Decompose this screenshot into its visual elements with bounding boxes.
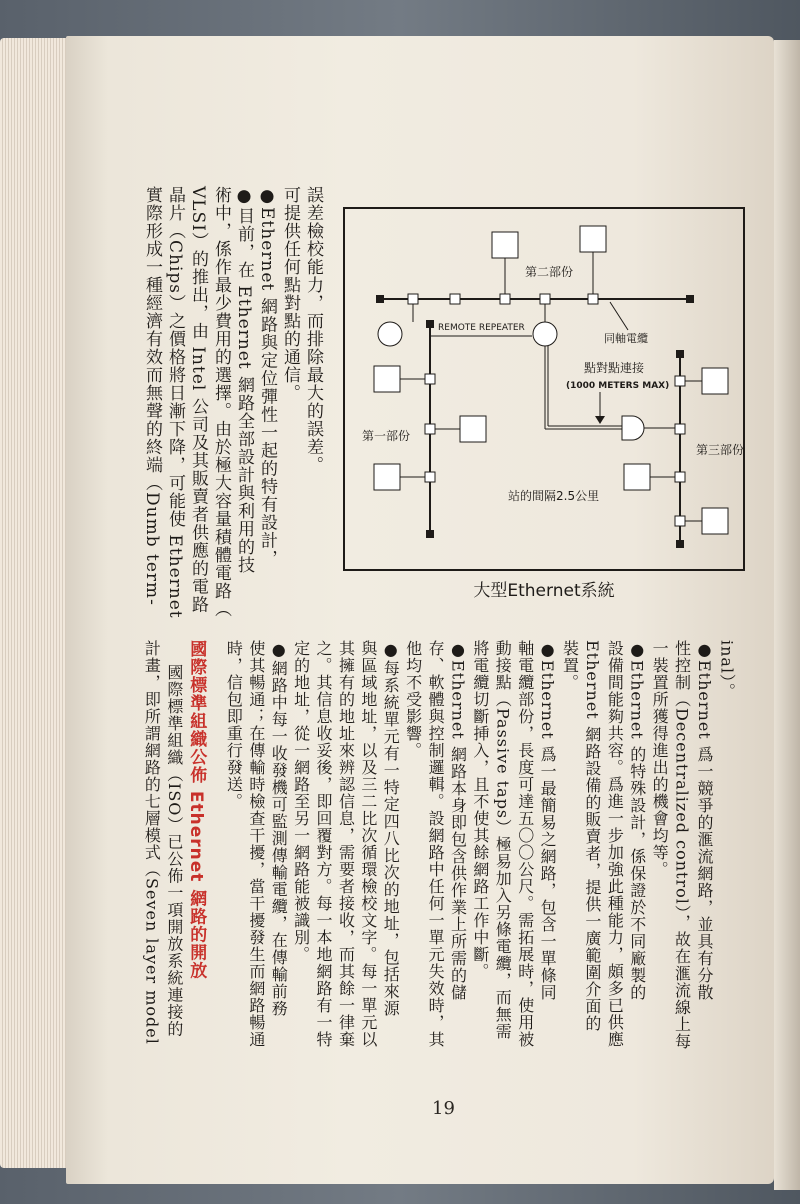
station-box [702,368,728,394]
ethernet-network-diagram [340,204,748,574]
label-coax: 同軸電纜 [604,332,648,345]
text-column: 裝置。 [560,640,580,691]
label-repeater: REMOTE REPEATER [438,323,525,333]
bus-terminator [426,530,434,538]
pointer-line [610,302,628,330]
bus-terminator [376,295,384,303]
text-column: 他均不受影響。 [403,640,423,759]
text-column: 時，信包即重行發送。 [224,640,244,810]
text-column: ●Ethernet 網路與定位彈性一起的特有設計， [257,186,277,568]
section-heading: 國際標準組織公佈 Ethernet 網路的開放 [186,640,207,980]
next-page-edge [774,40,800,1190]
bus-terminator [686,295,694,303]
text-column: 與區域地址，以及三二比次循環檢校文字。每一單元以 [358,640,378,1048]
station-box [460,416,486,442]
text-column: 實際形成一種經濟有效而無聲的終端（Dumb term- [142,186,162,606]
pointer-arrow [595,416,605,424]
text-column: Ethernet 網路設備的販賣者，提供一廣範圍介面的 [582,640,602,1032]
station-box [492,232,518,258]
label-part2: 第二部份 [525,265,574,279]
tap-box [675,424,685,434]
text-column: 術中，係作最少費用的選擇。由於極大容量積體電路（ [211,186,231,618]
text-column: ●Ethernet 的特殊設計，係保證於不同廠製的 [627,640,647,1001]
label-part1: 第一部份 [362,429,411,443]
text-column: ●網路中每一收發機可監測傳輸電纜，在傳輸前務 [269,640,289,1017]
station-box [374,464,400,490]
lower-right-text-block [222,640,737,1090]
text-column: 使其暢通；在傳輸時檢查干擾，當干擾發生而網路暢通 [246,640,266,1048]
text-column: 誤差檢校能力，而排除最大的誤差。 [303,186,323,474]
tap-box [425,424,435,434]
text-column: 一裝置所獲得進出的機會均等。 [650,640,670,878]
text-column: ●每系統單元有一特定四八比次的地址，包括來源 [381,640,401,1017]
text-column: 計畫，即所謂網路的七層模式（Seven layer model [142,640,162,1045]
station-box [702,508,728,534]
text-column: 定的地址，從一網路至另一網路能被識別。 [291,640,311,963]
tap-box [450,294,460,304]
repeater-circle [378,322,402,346]
bus-terminator [676,350,684,358]
bus-terminator [426,320,434,328]
label-part3: 第三部份 [696,443,745,457]
tap-box [500,294,510,304]
tap-box [675,472,685,482]
text-column: 動接點（Passive taps）極易加入另條電纜，而無需 [493,640,513,1041]
text-column: 將電纜切斷挿入，且不使其餘網路工作中斷。 [470,640,490,980]
tap-box [540,294,550,304]
text-column: ●Ethernet 網路本身即包含供作業上所需的儲 [448,640,468,1001]
text-column: 國際標準組織（ISO）已公佈一項開放系統連接的 [164,664,184,1038]
text-column: 其擁有的地址來辨認信息，需要者接收，而其餘一律棄 [336,640,356,1048]
text-column: 可提供任何點對點的通信。 [280,186,300,402]
tap-box [425,472,435,482]
upper-left-text-block [140,186,324,619]
text-column: 之。其信息收妥後，即回覆對方。每一本地網路有一特 [314,640,334,1048]
repeater-half [622,416,644,440]
text-column: ●Ethernet 爲一競爭的滙流網路，並具有分散 [694,640,714,1001]
tap-box [588,294,598,304]
station-box [374,366,400,392]
figure-caption: 大型Ethernet系統 [473,581,615,601]
text-column: 晶片（Chips）之價格將日漸下降，可能使 Ethernet [165,186,185,619]
text-column: 設備間能夠共容。爲進一步加強此種能力，頗多已供應 [605,640,625,1048]
station-box [580,226,606,252]
text-column: VLSI）的推出，由 Intel 公司及其販賣者供應的電路 [188,186,208,614]
label-distance: 站的間隔2.5公里 [508,489,600,503]
tap-box [425,374,435,384]
text-column: ●目前，在 Ethernet 網路全部設計與利用的技 [234,186,254,575]
tap-box [675,516,685,526]
label-p2p: 點對點連接 [584,361,645,375]
text-column: inal）。 [717,640,737,701]
page-number: 19 [432,1098,455,1119]
station-box [624,464,650,490]
text-column: 性控制（Decentralized control），故在滙流線上每 [672,640,692,1050]
text-column: 軸電纜部份，長度可達五〇〇公尺。需拓展時，使用被 [515,640,535,1048]
page-edges [0,38,70,1168]
text-column: ●Ethernet 爲一最簡易之網路，包含一單條同 [538,640,558,1001]
label-meters: (1000 METERS MAX) [566,381,670,391]
repeater-circle [533,322,557,346]
section-block [140,640,207,1090]
text-column: 存、軟體與控制邏輯。設網路中任何一單元失效時，其 [426,640,446,1048]
tap-box [675,376,685,386]
bus-terminator [676,540,684,548]
tap-box [408,294,418,304]
